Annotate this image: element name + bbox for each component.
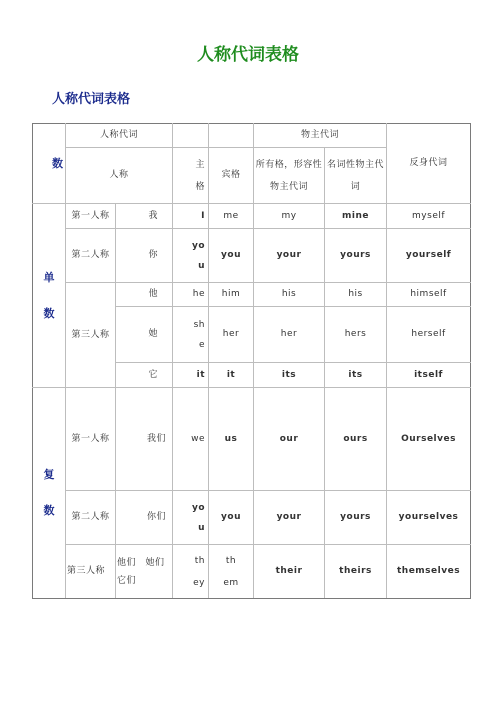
table-row-reflexive: themselves — [387, 545, 471, 599]
table-row-person: 第一人称 — [66, 388, 116, 491]
table-row-person: 第一人称 — [66, 204, 116, 229]
header-possessive-adjective: 所有格，形容性物主代词 — [254, 148, 325, 204]
header-subject-case: 主格 — [173, 148, 209, 204]
pronoun-table — [32, 123, 471, 599]
table-row-object: it — [209, 363, 254, 388]
table-row-reflexive: himself — [387, 283, 471, 307]
table-row-reflexive: herself — [387, 307, 471, 363]
table-row-object: you — [209, 229, 254, 283]
table-row-possessive-adj: their — [254, 545, 325, 599]
table-row-chinese: 他 — [116, 283, 173, 307]
table-row-object: him — [209, 283, 254, 307]
table-row-chinese: 他们 她们它们 — [116, 545, 173, 599]
table-row-possessive-noun: his — [325, 283, 387, 307]
table-row-possessive-adj: our — [254, 388, 325, 491]
header-possessive-pronoun: 物主代词 — [254, 124, 387, 148]
table-row-chinese: 它 — [116, 363, 173, 388]
table-row-reflexive: yourselves — [387, 491, 471, 545]
table-row-possessive-noun: its — [325, 363, 387, 388]
table-row-person: 第二人称 — [66, 491, 116, 545]
table-row-chinese: 她 — [116, 307, 173, 363]
table-row-object: them — [209, 545, 254, 599]
table-row-chinese: 我们 — [116, 388, 173, 491]
table-row-possessive-adj: her — [254, 307, 325, 363]
table-row-chinese: 你 — [116, 229, 173, 283]
header-empty-2 — [209, 124, 254, 148]
table-row-chinese: 你们 — [116, 491, 173, 545]
table-row-reflexive: yourself — [387, 229, 471, 283]
table-row-possessive-noun: ours — [325, 388, 387, 491]
table-row-possessive-noun: theirs — [325, 545, 387, 599]
section-heading: 人称代词表格 — [52, 92, 131, 107]
table-row-chinese: 我 — [116, 204, 173, 229]
table-row-subject: I — [173, 204, 209, 229]
table-row-object: her — [209, 307, 254, 363]
table-row-reflexive: myself — [387, 204, 471, 229]
table-row-reflexive: Ourselves — [387, 388, 471, 491]
header-object-case: 宾格 — [209, 148, 254, 204]
table-row-possessive-adj: my — [254, 204, 325, 229]
plural-label: 复数 — [33, 388, 66, 599]
table-row-possessive-noun: hers — [325, 307, 387, 363]
table-row-possessive-noun: mine — [325, 204, 387, 229]
header-possessive-noun: 名词性物主代词 — [325, 148, 387, 204]
table-row-person: 第三人称 — [66, 545, 116, 599]
header-empty-1 — [173, 124, 209, 148]
table-row-subject: you — [173, 491, 209, 545]
table-row-possessive-noun: yours — [325, 229, 387, 283]
table-row-subject: she — [173, 307, 209, 363]
table-row-possessive-adj: your — [254, 491, 325, 545]
table-row-reflexive: itself — [387, 363, 471, 388]
table-row-person: 第二人称 — [66, 229, 116, 283]
table-row-subject: it — [173, 363, 209, 388]
table-row-possessive-noun: yours — [325, 491, 387, 545]
page-title: 人称代词表格 — [197, 45, 299, 65]
table-row-possessive-adj: your — [254, 229, 325, 283]
table-row-object: us — [209, 388, 254, 491]
singular-label: 单数 — [33, 204, 66, 388]
table-row-object: you — [209, 491, 254, 545]
header-number: 数 — [33, 124, 66, 204]
header-person: 人称 — [66, 148, 173, 204]
table-row-possessive-adj: its — [254, 363, 325, 388]
table-row-person: 第三人称 — [66, 283, 116, 388]
header-personal-pronoun: 人称代词 — [66, 124, 173, 148]
table-row-subject: you — [173, 229, 209, 283]
table-row-subject: we — [173, 388, 209, 491]
table-row-subject: they — [173, 545, 209, 599]
table-row-subject: he — [173, 283, 209, 307]
table-row-possessive-adj: his — [254, 283, 325, 307]
table-row-object: me — [209, 204, 254, 229]
header-reflexive: 反身代词 — [387, 124, 471, 204]
